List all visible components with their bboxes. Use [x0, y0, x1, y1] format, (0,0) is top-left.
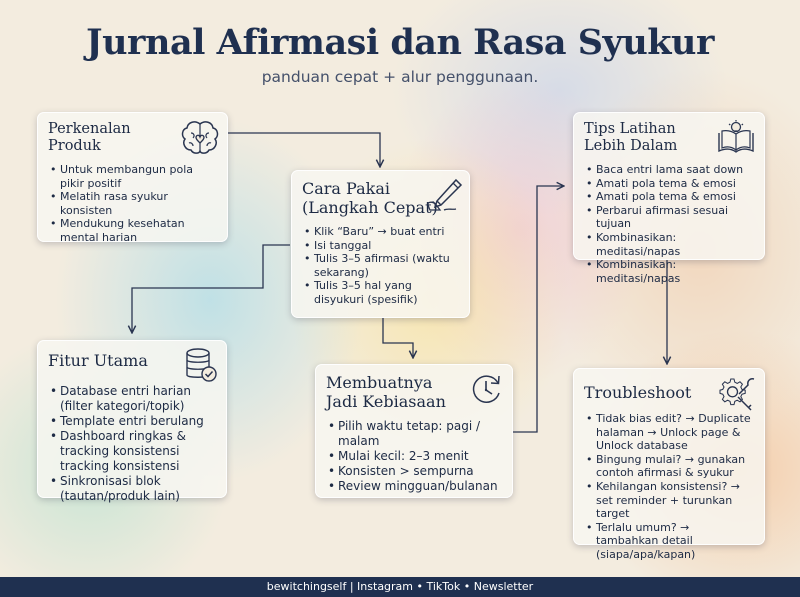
card-fitur-utama — [37, 340, 227, 503]
card-troubleshoot-title: Troubleshoot — [584, 383, 692, 402]
list-item: • Mulai kecil: 2–3 menit — [338, 449, 502, 464]
card-cara-pakai-list — [302, 225, 459, 307]
list-item: • Untuk membangun pola pikir positif — [60, 163, 217, 190]
card-tips-title: Tips Latihan Lebih Dalam — [584, 121, 678, 154]
card-perkenalan-produk — [37, 112, 228, 242]
list-item: • Amati pola tema & emosi — [596, 177, 754, 191]
clock-refresh-icon — [468, 371, 504, 407]
list-item: • Mendukung kesehatan mental harian — [60, 217, 217, 244]
card-cara-pakai-title: Cara Pakai (Langkah Cepat) — [302, 179, 438, 217]
card-kebiasaan — [315, 364, 513, 498]
list-item: • Template entri berulang — [60, 414, 216, 429]
card-fitur-list — [48, 384, 216, 504]
list-item: • Kombinasikan: meditasi/napas — [596, 231, 754, 258]
brain-heart-icon — [180, 119, 220, 157]
card-tips-list — [584, 163, 754, 285]
card-troubleshoot-list — [584, 412, 754, 562]
list-item: • Dashboard ringkas & tracking konsistensi tracking konsistensi — [60, 429, 216, 474]
list-item: • Terlalu umum? → tambahkan detail (siapa/apa/kapan) — [596, 521, 754, 562]
card-fitur-title: Fitur Utama — [48, 351, 148, 370]
list-item: • Database entri harian (filter kategori/topik) — [60, 384, 216, 414]
footer-bar — [0, 577, 800, 597]
database-check-icon — [184, 347, 218, 383]
arrow-cara-to-fitur — [132, 245, 290, 332]
card-perkenalan-list — [48, 163, 217, 245]
arrow-cara-to-kebiasaan — [383, 318, 413, 357]
list-item: • Amati pola tema & emosi — [596, 190, 754, 204]
card-kebiasaan-list — [326, 419, 502, 494]
book-lightbulb-icon — [716, 119, 756, 155]
list-item: • Klik “Baru” → buat entri — [314, 225, 459, 239]
card-tips-latihan — [573, 112, 765, 285]
gear-wrench-icon — [718, 375, 756, 413]
card-kebiasaan-title: Membuatnya Jadi Kebiasaan — [326, 373, 446, 411]
list-item: • Tulis 3–5 hal yang disyukuri (spesifik) — [314, 279, 459, 306]
page-subtitle: panduan cepat + alur penggunaan. — [261, 68, 539, 86]
card-perkenalan-title: Perkenalan Produk — [48, 121, 131, 154]
list-item: • Perbarui afirmasi sesuai tujuan — [596, 204, 754, 231]
list-item: • Konsisten > sempurna — [338, 464, 502, 479]
arrow-kebiasaan-to-tips — [513, 186, 563, 432]
page-title: Jurnal Afirmasi dan Rasa Syukur — [86, 22, 714, 63]
list-item: • Kombinasikan: meditasi/napas — [596, 258, 754, 285]
list-item: • Tulis 3–5 afirmasi (waktu sekarang) — [314, 252, 459, 279]
list-item: • Baca entri lama saat down — [596, 163, 754, 177]
card-troubleshoot — [573, 368, 765, 561]
list-item: • Tidak bias edit? → Duplicate halaman → Unlock page & Unlock database — [596, 412, 754, 453]
list-item: • Bingung mulai? → gunakan contoh afirmasi & syukur — [596, 453, 754, 480]
pen-hand-icon — [426, 177, 464, 213]
list-item: • Isi tanggal — [314, 239, 459, 253]
footer-text: bewitchingself | Instagram • TikTok • Newsletter — [266, 580, 534, 593]
card-cara-pakai — [291, 170, 470, 318]
list-item: • Melatih rasa syukur konsisten — [60, 190, 217, 217]
list-item: • Review mingguan/bulanan — [338, 479, 502, 494]
list-item: • Pilih waktu tetap: pagi / malam — [338, 419, 502, 449]
list-item: • Sinkronisasi blok (tautan/produk lain) — [60, 474, 216, 504]
list-item: • Kehilangan konsistensi? → set reminder + turunkan target — [596, 480, 754, 521]
arrow-perkenalan-to-cara — [228, 133, 380, 166]
